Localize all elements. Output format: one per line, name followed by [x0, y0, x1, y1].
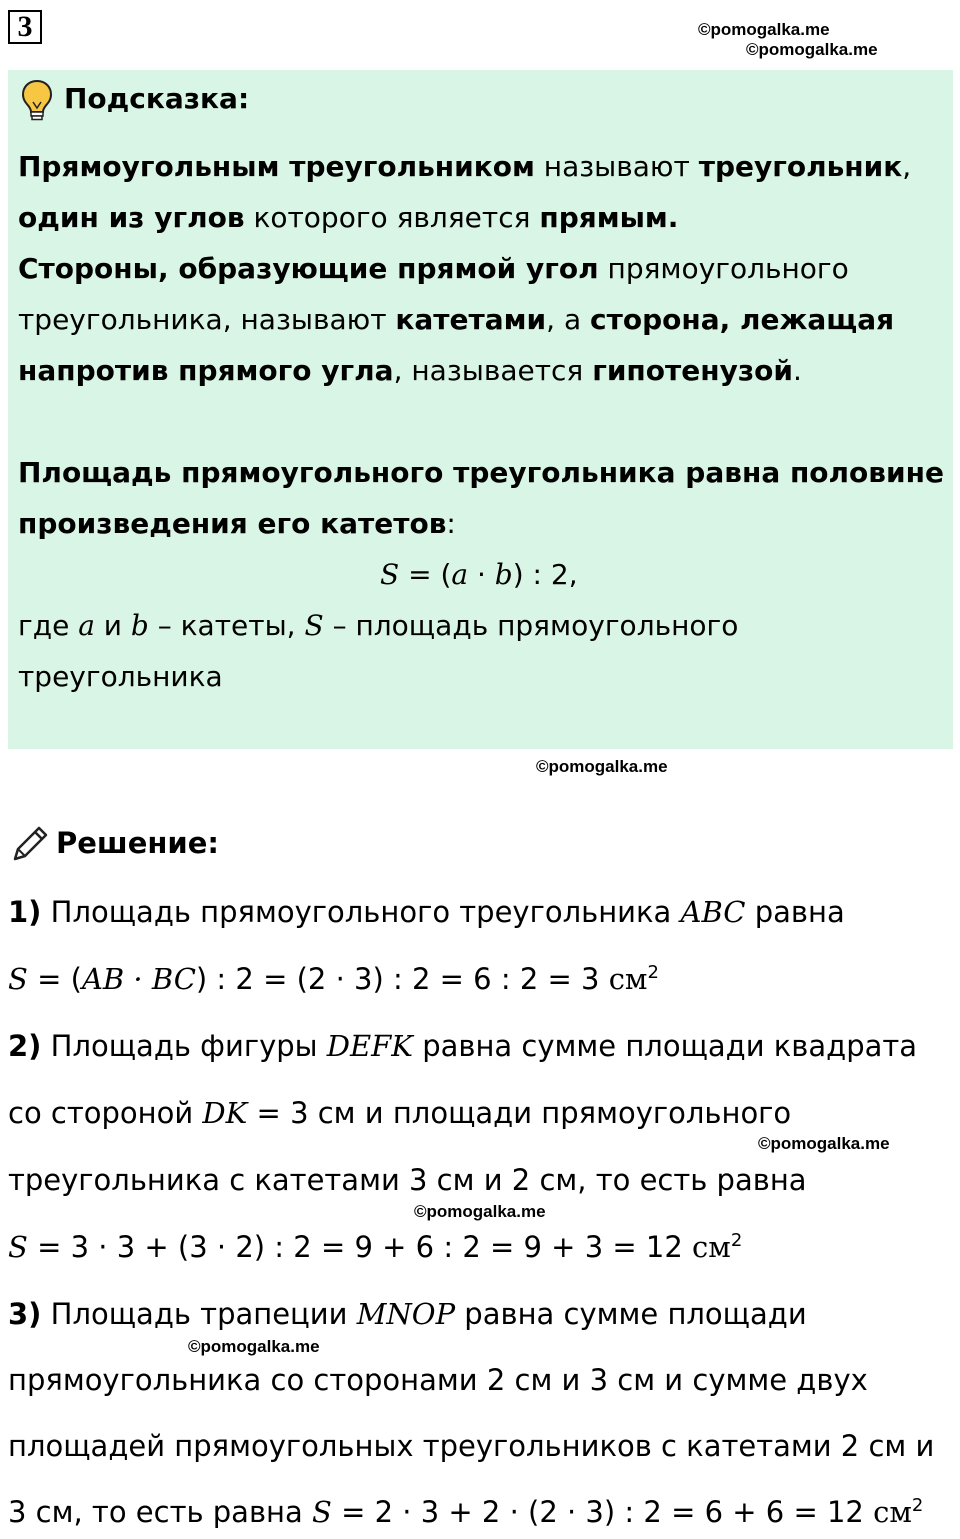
watermark: ©pomogalka.me [746, 40, 878, 59]
pencil-icon [10, 822, 52, 864]
watermark: ©pomogalka.me [188, 1337, 320, 1356]
watermark: ©pomogalka.me [414, 1202, 546, 1221]
hint-definition-line: треугольника, называют катетами, а сторона, лежащая [18, 303, 895, 336]
solution-step-3: 3) Площадь трапеции MNOP равна сумме площади [8, 1297, 807, 1331]
solution-step-3: площадей прямоугольных треугольников с катетами 2 см и [8, 1429, 935, 1463]
solution-step-2: треугольника с катетами 3 см и 2 см, то есть равна [8, 1163, 807, 1197]
hint-area-rule: произведения его катетов: [18, 507, 456, 540]
hint-title: Подсказка: [64, 82, 250, 115]
hint-legend-line: где a и b – катеты, S – площадь прямоугольного [18, 609, 739, 642]
watermark: ©pomogalka.me [698, 20, 830, 39]
watermark: ©pomogalka.me [758, 1134, 890, 1153]
solution-formula-1: S = (AB · BC) : 2 = (2 · 3) : 2 = 6 : 2 = 3 $см^2$ [8, 962, 659, 996]
hint-legend-line: треугольника [18, 660, 223, 693]
hint-definition-line: Прямоугольным треугольником называют треугольник, [18, 150, 912, 183]
hint-definition-line: Стороны, образующие прямой угол прямоугольного [18, 252, 849, 285]
problem-number: 3 [8, 10, 42, 44]
solution-step-2: 2) Площадь фигуры DEFK равна сумме площади квадрата [8, 1029, 918, 1063]
hint-definition-line: один из углов которого является прямым. [18, 201, 679, 234]
solution-title: Решение: [56, 826, 220, 860]
solution-formula-3: 3 см, то есть равна S = 2 · 3 + 2 · (2 · 3) : 2 = 6 + 6 = 12 $см^2$ [8, 1495, 924, 1529]
hint-formula: S = (a · b) : 2, [380, 558, 578, 591]
solution-step-2: со стороной DK = 3 см и площади прямоугольного [8, 1096, 792, 1130]
watermark: ©pomogalka.me [536, 757, 668, 776]
solution-step-1: 1) Площадь прямоугольного треугольника ABC равна [8, 895, 845, 929]
lightbulb-icon [20, 78, 54, 122]
hint-area-rule: Площадь прямоугольного треугольника равна половине [18, 456, 944, 489]
hint-definition-line: напротив прямого угла, называется гипотенузой. [18, 354, 802, 387]
solution-step-3: прямоугольника со сторонами 2 см и 3 см и сумме двух [8, 1363, 868, 1397]
solution-formula-2: S = 3 · 3 + (3 · 2) : 2 = 9 + 6 : 2 = 9 + 3 = 12 $см^2$ [8, 1230, 743, 1264]
